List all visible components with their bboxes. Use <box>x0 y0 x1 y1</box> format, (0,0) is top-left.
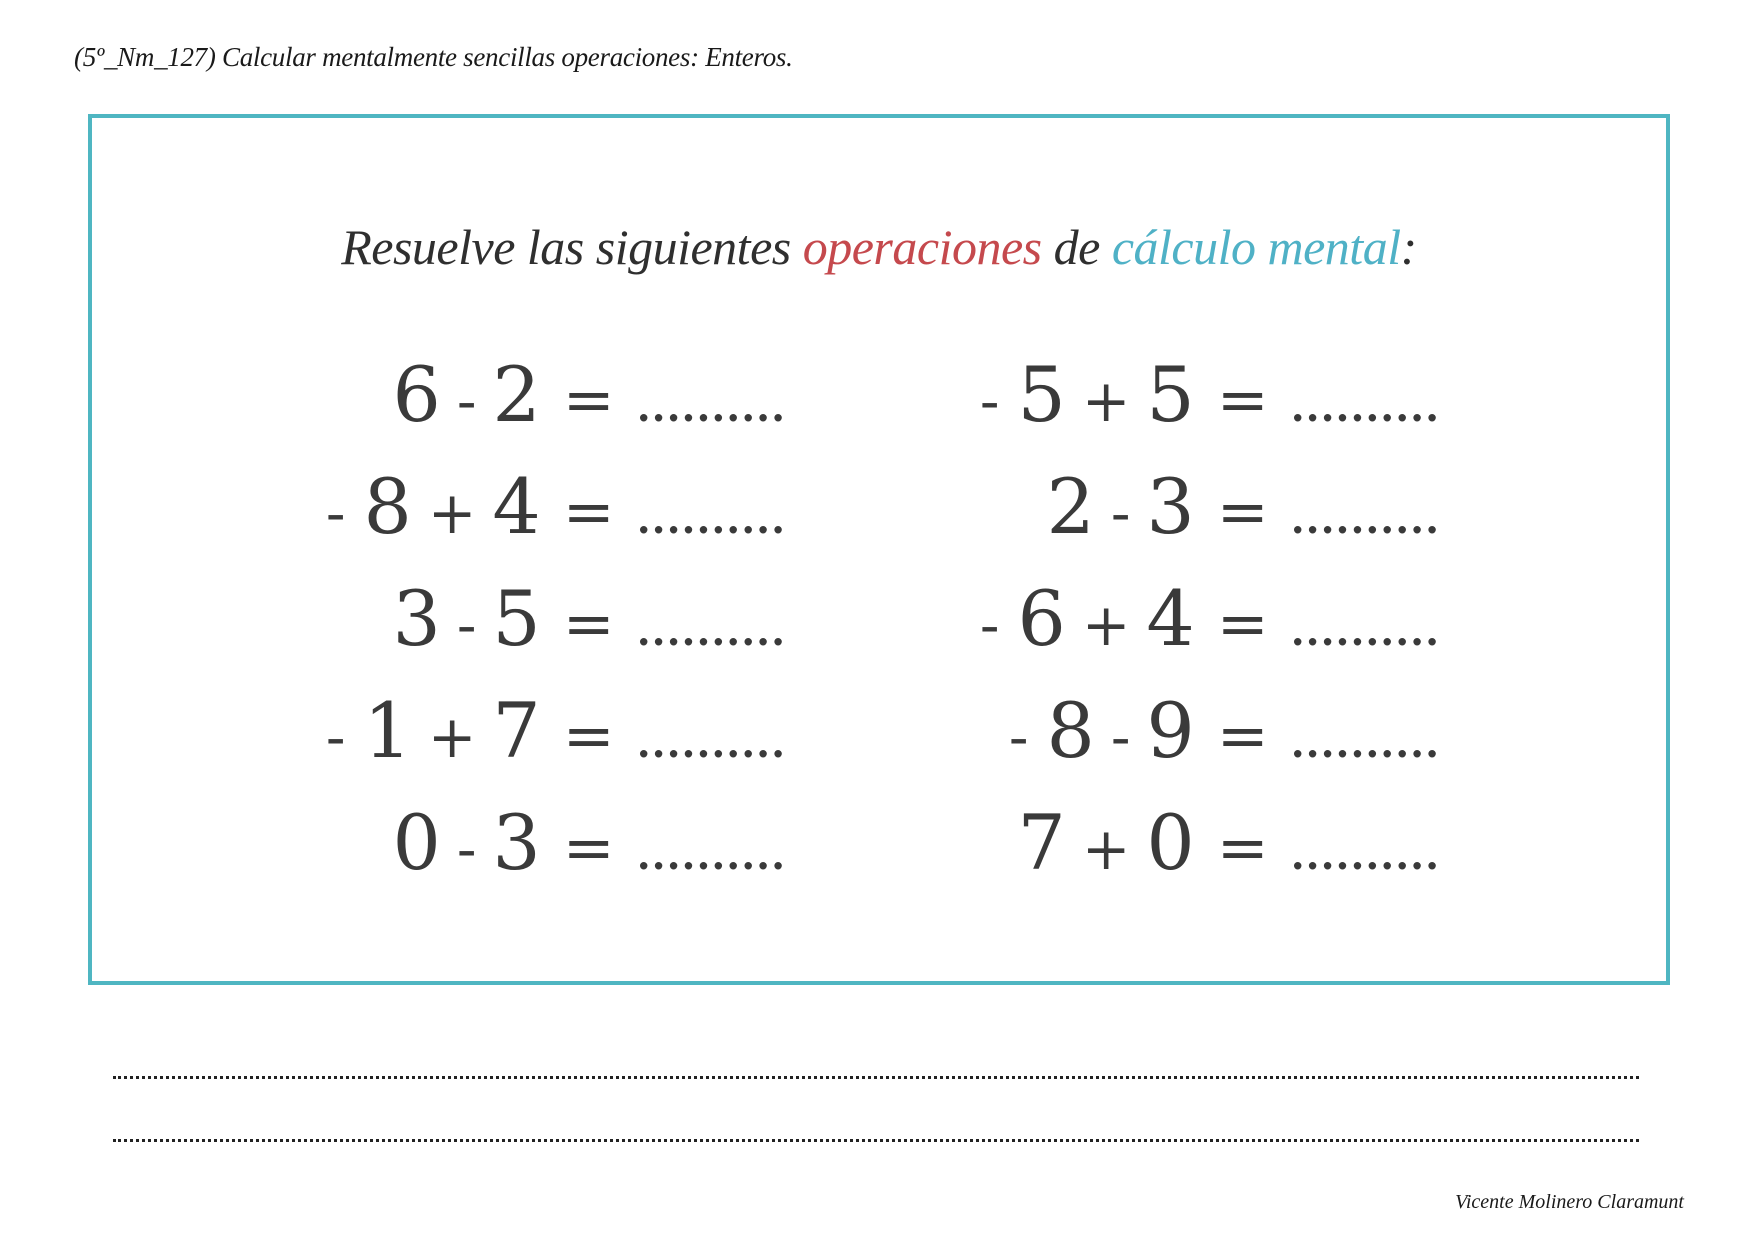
operation-expression: 2 - 3 <box>1046 462 1197 551</box>
answer-blank[interactable]: .......... <box>636 720 786 767</box>
answer-blank[interactable]: .......... <box>636 832 786 879</box>
operation-expression: 7 + 0 <box>1017 798 1197 887</box>
operation-expression: 3 - 5 <box>392 574 543 663</box>
instruction-heading <box>92 218 1666 276</box>
operation-expression: 6 - 2 <box>392 350 543 439</box>
author-credit: Vicente Molinero Claramunt <box>1455 1191 1684 1213</box>
instruction-text: Resuelve las siguientes <box>341 219 803 275</box>
operation-row <box>980 350 1440 462</box>
operation-expression: - 5 + 5 <box>979 350 1197 439</box>
exercise-box <box>88 114 1670 985</box>
equals-sign: = <box>1216 811 1269 884</box>
equals-sign: = <box>562 363 615 436</box>
operation-expression: - 8 + 4 <box>325 462 543 551</box>
answer-writing-line[interactable] <box>113 1139 1639 1142</box>
answer-blank[interactable]: .......... <box>1290 608 1440 655</box>
equals-sign: = <box>1216 475 1269 548</box>
equals-sign: = <box>1216 363 1269 436</box>
operations-right-column <box>92 350 1666 910</box>
operation-row <box>980 574 1440 686</box>
answer-blank[interactable]: .......... <box>1290 384 1440 431</box>
answer-blank[interactable]: .......... <box>1290 496 1440 543</box>
instruction-text: de <box>1041 219 1112 275</box>
answer-blank[interactable]: .......... <box>636 496 786 543</box>
operation-row <box>1009 686 1440 798</box>
equals-sign: = <box>562 475 615 548</box>
operation-expression: - 8 - 9 <box>1008 686 1197 775</box>
worksheet-title: (5º_Nm_127) Calcular mentalmente sencillas operaciones: Enteros. <box>74 42 793 72</box>
instruction-highlight-calculo-mental: cálculo mental <box>1111 219 1401 275</box>
operation-row <box>1001 798 1440 910</box>
equals-sign: = <box>1216 587 1269 660</box>
operation-expression: - 1 + 7 <box>325 686 543 775</box>
equals-sign: = <box>562 587 615 660</box>
answer-blank[interactable]: .......... <box>1290 720 1440 767</box>
operation-expression: - 6 + 4 <box>979 574 1197 663</box>
operation-row <box>1030 462 1440 574</box>
answer-blank[interactable]: .......... <box>1290 832 1440 879</box>
instruction-colon: : <box>1400 219 1417 275</box>
equals-sign: = <box>562 811 615 884</box>
answer-blank[interactable]: .......... <box>636 608 786 655</box>
operation-expression: 0 - 3 <box>392 798 543 887</box>
answer-writing-line[interactable] <box>113 1076 1639 1079</box>
answer-blank[interactable]: .......... <box>636 384 786 431</box>
equals-sign: = <box>1216 699 1269 772</box>
equals-sign: = <box>562 699 615 772</box>
instruction-highlight-operaciones: operaciones <box>802 219 1042 275</box>
